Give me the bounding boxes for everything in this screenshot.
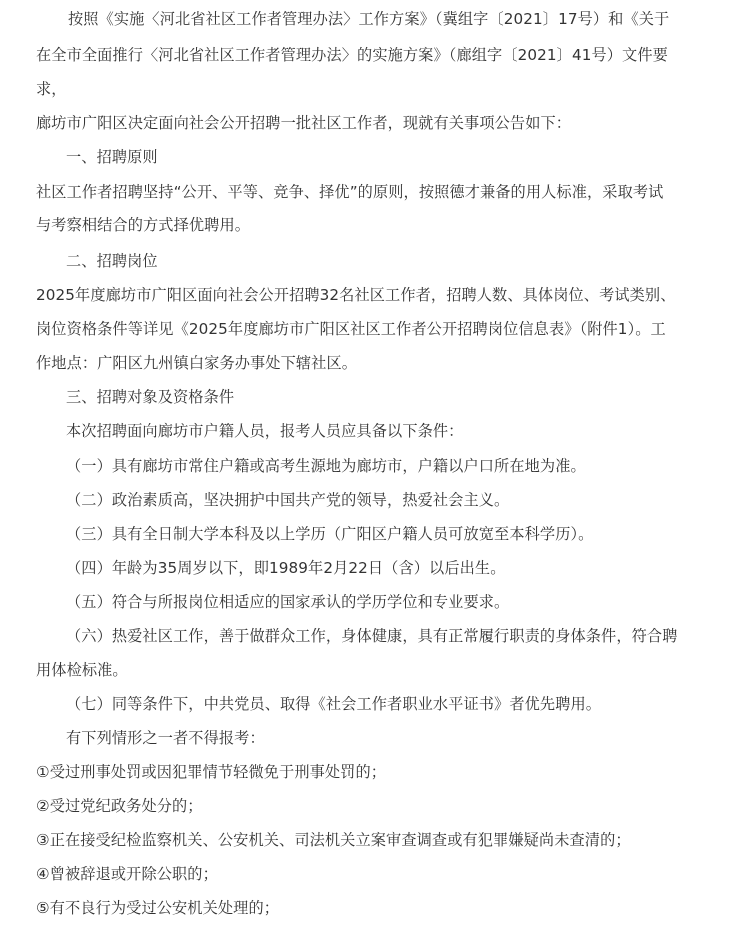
exclusions-intro: 有下列情形之一者不得报考： bbox=[66, 729, 265, 747]
exclusion-2: ②受过党纪政务处分的； bbox=[36, 797, 203, 815]
exclusion-3: ③正在接受纪检监察机关、公安机关、司法机关立案审查调查或有犯罪嫌疑尚未查清的； bbox=[36, 831, 631, 849]
heading-qualifications: 三、招聘对象及资格条件 bbox=[66, 388, 235, 406]
exclusion-5: ⑤有不良行为受过公安机关处理的； bbox=[36, 899, 280, 917]
para-principles-line-1: 社区工作者招聘坚持“公开、平等、竞争、择优”的原则，按照德才兼备的用人标准，采取考试 bbox=[36, 183, 664, 201]
para-positions-line-1: 2025年度廊坊市广阳区面向社会公开招聘32名社区工作者，招聘人数、具体岗位、考试类别、 bbox=[36, 286, 676, 304]
para-qualifications-intro: 本次招聘面向廊坊市户籍人员，报考人员应具备以下条件： bbox=[66, 422, 464, 440]
para-intro-line-1: 按照《实施〈河北省社区工作者管理办法〉工作方案》（冀组字〔2021〕17号）和《关于 bbox=[68, 10, 670, 28]
condition-1: （一）具有廊坊市常住户籍或高考生源地为廊坊市，户籍以户口所在地为准。 bbox=[66, 457, 586, 475]
condition-7: （七）同等条件下，中共党员、取得《社会工作者职业水平证书》者优先聘用。 bbox=[66, 695, 602, 713]
para-decision: 廊坊市广阳区决定面向社会公开招聘一批社区工作者，现就有关事项公告如下： bbox=[36, 114, 572, 132]
condition-3: （三）具有全日制大学本科及以上学历（广阳区户籍人员可放宽至本科学历）。 bbox=[66, 525, 594, 543]
exclusion-1: ①受过刑事处罚或因犯罪情节轻微免于刑事处罚的； bbox=[36, 763, 387, 781]
para-principles-line-2: 与考察相结合的方式择优聘用。 bbox=[36, 216, 251, 234]
para-positions-line-2: 岗位资格条件等详见《2025年度廊坊市广阳区社区工作者公开招聘岗位信息表》（附件1）。工 bbox=[36, 320, 666, 338]
condition-6-line-2: 用体检标准。 bbox=[36, 661, 128, 679]
exclusion-4: ④曾被辞退或开除公职的； bbox=[36, 865, 218, 883]
heading-principles: 一、招聘原则 bbox=[66, 148, 158, 166]
condition-5: （五）符合与所报岗位相适应的国家承认的学历学位和专业要求。 bbox=[66, 593, 510, 611]
condition-4: （四）年龄为35周岁以下，即1989年2月22日（含）以后出生。 bbox=[66, 559, 506, 577]
para-positions-line-3: 作地点：广阳区九州镇白家务办事处下辖社区。 bbox=[36, 354, 358, 372]
heading-positions: 二、招聘岗位 bbox=[66, 252, 158, 270]
para-intro-line-2: 在全市全面推行〈河北省社区工作者管理办法〉的实施方案》（廊组字〔2021〕41号）文件要 bbox=[36, 46, 668, 64]
condition-6-line-1: （六）热爱社区工作，善于做群众工作，身体健康，具有正常履行职责的身体条件，符合聘 bbox=[66, 627, 678, 645]
condition-2: （二）政治素质高，坚决拥护中国共产党的领导，热爱社会主义。 bbox=[66, 491, 510, 509]
para-intro-line-3: 求， bbox=[36, 80, 67, 98]
